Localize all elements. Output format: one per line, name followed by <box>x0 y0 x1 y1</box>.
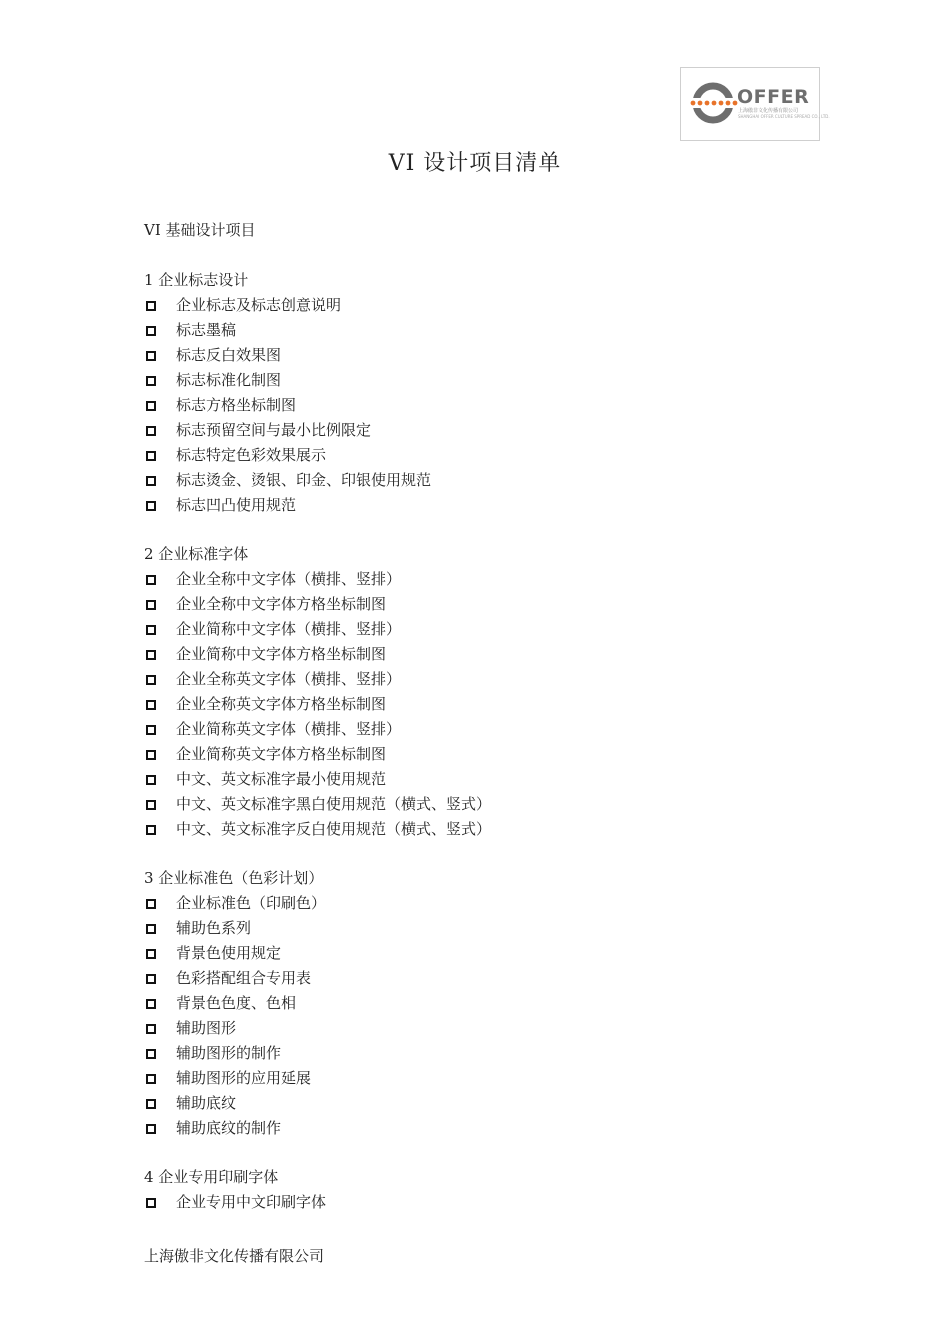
list-item-label: 辅助图形的制作 <box>176 1044 282 1062</box>
checkbox[interactable] <box>146 899 156 909</box>
checkbox[interactable] <box>146 924 156 934</box>
checkbox[interactable] <box>146 376 156 386</box>
list-item <box>144 393 844 418</box>
list-item <box>144 443 844 468</box>
list-item <box>144 343 844 368</box>
list-item-label: 企业简称中文字体方格坐标制图 <box>176 645 387 663</box>
list-item <box>144 592 844 617</box>
checkbox[interactable] <box>146 750 156 760</box>
checkbox[interactable] <box>146 625 156 635</box>
list-item-label: 标志预留空间与最小比例限定 <box>176 421 372 439</box>
list-item-label: 企业全称英文字体（横排、竖排） <box>176 670 402 688</box>
list-item-label: 背景色使用规定 <box>176 944 282 962</box>
list-item <box>144 1190 844 1215</box>
logo-brand-text: OFFER <box>737 86 810 108</box>
list-item-label: 企业简称中文字体（横排、竖排） <box>176 620 402 638</box>
list-item-label: 背景色色度、色相 <box>176 994 297 1012</box>
logo-company-line: 上海傲非文化传播有限公司 <box>738 108 799 114</box>
checkbox[interactable] <box>146 949 156 959</box>
list-item <box>144 1041 844 1066</box>
list-item <box>144 1016 844 1041</box>
checkbox[interactable] <box>146 351 156 361</box>
list-item-label: 企业标准色（印刷色） <box>176 894 327 912</box>
list-item-label: 标志方格坐标制图 <box>176 396 297 414</box>
list-item <box>144 493 844 518</box>
checkbox[interactable] <box>146 675 156 685</box>
list-item-label: 辅助图形 <box>176 1019 237 1037</box>
list-item-label: 企业全称中文字体方格坐标制图 <box>176 595 387 613</box>
checkbox[interactable] <box>146 401 156 411</box>
list-item <box>144 941 844 966</box>
checkbox[interactable] <box>146 600 156 610</box>
list-item-label: 辅助底纹 <box>176 1094 237 1112</box>
list-item <box>144 692 844 717</box>
checkbox[interactable] <box>146 1049 156 1059</box>
company-logo <box>680 67 830 141</box>
checkbox[interactable] <box>146 326 156 336</box>
list-item <box>144 418 844 443</box>
list-item <box>144 567 844 592</box>
checklist <box>144 268 844 1215</box>
list-item <box>144 991 844 1016</box>
checkbox[interactable] <box>146 650 156 660</box>
checkbox[interactable] <box>146 974 156 984</box>
checkbox[interactable] <box>146 825 156 835</box>
list-item-label: 中文、英文标准字黑白使用规范（横式、竖式） <box>176 795 492 813</box>
section-title: 1 企业标志设计 <box>144 271 249 289</box>
checkbox[interactable] <box>146 575 156 585</box>
checkbox[interactable] <box>146 1198 156 1208</box>
list-item-label: 辅助底纹的制作 <box>176 1119 282 1137</box>
list-item-label: 企业标志及标志创意说明 <box>176 296 342 314</box>
checkbox[interactable] <box>146 1074 156 1084</box>
list-item <box>144 792 844 817</box>
checkbox[interactable] <box>146 700 156 710</box>
page-title: VI 设计项目清单 <box>388 151 562 176</box>
list-item <box>144 468 844 493</box>
checkbox[interactable] <box>146 426 156 436</box>
list-item <box>144 767 844 792</box>
list-item-label: 企业全称英文字体方格坐标制图 <box>176 695 387 713</box>
list-item-label: 标志特定色彩效果展示 <box>176 446 327 464</box>
list-item <box>144 667 844 692</box>
section-title: 2 企业标准字体 <box>144 545 249 563</box>
checkbox[interactable] <box>146 1024 156 1034</box>
checkbox[interactable] <box>146 775 156 785</box>
list-item <box>144 966 844 991</box>
list-item <box>144 642 844 667</box>
list-item-label: 标志标准化制图 <box>176 371 282 389</box>
checkbox[interactable] <box>146 1124 156 1134</box>
list-item <box>144 817 844 842</box>
list-item-label: 标志烫金、烫银、印金、印银使用规范 <box>176 471 432 489</box>
checkbox[interactable] <box>146 476 156 486</box>
list-item <box>144 617 844 642</box>
list-item <box>144 1066 844 1091</box>
list-item <box>144 717 844 742</box>
list-item <box>144 742 844 767</box>
list-item-label: 企业简称英文字体方格坐标制图 <box>176 745 387 763</box>
section-title: 3 企业标准色（色彩计划） <box>144 869 324 887</box>
list-item-label: 标志墨稿 <box>176 321 237 339</box>
list-item <box>144 1116 844 1141</box>
list-item-label: 辅助色系列 <box>176 919 252 937</box>
list-item-label: 企业专用中文印刷字体 <box>176 1193 327 1211</box>
list-item-label: 企业全称中文字体（横排、竖排） <box>176 570 402 588</box>
checkbox[interactable] <box>146 800 156 810</box>
section <box>144 866 844 1141</box>
section <box>144 1165 844 1215</box>
checkbox[interactable] <box>146 501 156 511</box>
subheading: VI 基础设计项目 <box>144 221 256 239</box>
footer-company-name: 上海傲非文化传播有限公司 <box>144 1247 325 1265</box>
logo-english-line: SHANGHAI OFFER CULTURE SPREAD CO., LTD. <box>738 114 830 119</box>
list-item-label: 企业简称英文字体（横排、竖排） <box>176 720 402 738</box>
list-item <box>144 293 844 318</box>
section-title: 4 企业专用印刷字体 <box>144 1168 279 1186</box>
list-item <box>144 891 844 916</box>
section <box>144 542 844 842</box>
checkbox[interactable] <box>146 301 156 311</box>
checkbox[interactable] <box>146 999 156 1009</box>
list-item <box>144 1091 844 1116</box>
list-item <box>144 916 844 941</box>
list-item-label: 标志凹凸使用规范 <box>176 496 297 514</box>
checkbox[interactable] <box>146 451 156 461</box>
list-item-label: 中文、英文标准字最小使用规范 <box>176 770 387 788</box>
list-item <box>144 318 844 343</box>
list-item-label: 标志反白效果图 <box>176 346 282 364</box>
list-item <box>144 368 844 393</box>
list-item-label: 辅助图形的应用延展 <box>176 1069 312 1087</box>
checkbox[interactable] <box>146 1099 156 1109</box>
list-item-label: 色彩搭配组合专用表 <box>176 969 312 987</box>
list-item-label: 中文、英文标准字反白使用规范（横式、竖式） <box>176 820 492 838</box>
section <box>144 268 844 518</box>
checkbox[interactable] <box>146 725 156 735</box>
